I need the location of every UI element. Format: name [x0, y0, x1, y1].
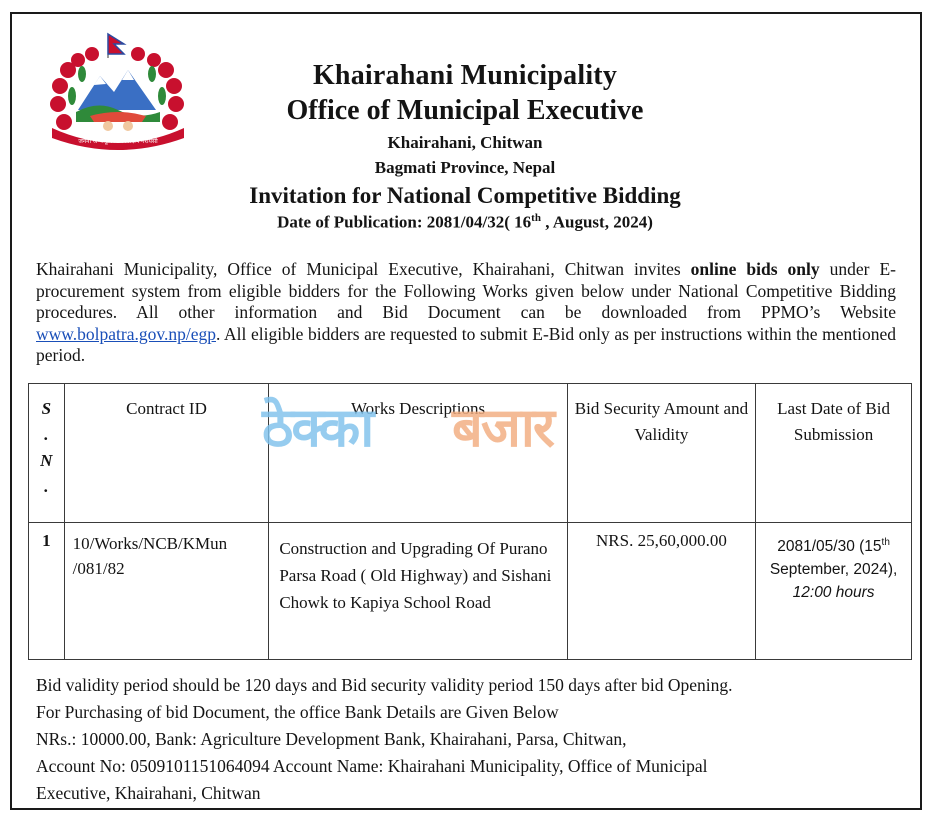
row-sn: 1 — [29, 523, 65, 660]
bank-fee-line: NRs.: 10000.00, Bank: Agriculture Development Bank, Khairahani, Parsa, Chitwan, — [36, 729, 627, 749]
bid-security-header: Bid Security Amount and Validity — [567, 384, 755, 523]
province: Bagmati Province, Nepal — [374, 158, 556, 177]
municipality-name: Khairahani Municipality — [312, 60, 618, 91]
works-description-header: Works Descriptions — [269, 384, 567, 523]
row-last-date: 2081/05/30 (15th September, 2024), 12:00 hours — [756, 523, 912, 660]
office-name: Office of Municipal Executive — [286, 95, 644, 126]
sn-header: S . N . — [29, 384, 65, 523]
footer-notes — [36, 672, 896, 807]
row-contract-id: 10/Works/NCB/KMun /081/82 — [64, 523, 269, 660]
emblem-motto: जननी जन्मभूमिश्च स्वर्गादपि गरीयसी — [78, 138, 158, 145]
online-bids-only: online bids only — [690, 259, 820, 279]
table-header-row — [29, 384, 912, 523]
notice-title: Invitation for National Competitive Bidding — [249, 183, 681, 208]
bolpatra-link[interactable]: www.bolpatra.gov.np/egp — [36, 323, 216, 344]
table-row — [29, 523, 912, 660]
watermark-part2: बजार — [452, 396, 553, 459]
contract-id-header: Contract ID — [64, 384, 269, 523]
account-line: Account No: 0509101151064094 Account Name: Khairahani Municipality, Office of Municipal — [36, 756, 708, 776]
office-location: Khairahani, Chitwan — [387, 133, 543, 152]
bank-details-note: For Purchasing of bid Document, the office Bank Details are Given Below — [36, 702, 559, 722]
last-date-header: Last Date of Bid Submission — [756, 384, 912, 523]
intro-paragraph: Khairahani Municipality, Office of Municipal Executive, Khairahani, Chitwan invites online bids only under E-procurement system from eligible bidders for the Following Works given below under National Competitive Bidding procedures. All other information and Bid Document can be downloaded from PPMO’s Website www.bolpatra.gov.np/egp. All eligible bidders are requested to submit E-Bid only as per instructions within the mentioned period. — [36, 259, 896, 365]
watermark-part1: ठेक्का — [262, 396, 373, 459]
row-works-description: Construction and Upgrading Of Purano Parsa Road ( Old Highway) and Sishani Chowk to Kapiya School Road — [269, 523, 567, 660]
publication-date: Date of Publication: 2081/04/32( 16th , August, 2024) — [277, 212, 653, 232]
bid-table — [28, 383, 912, 660]
row-bid-security: NRS. 25,60,000.00 — [567, 523, 755, 660]
account-name-line: Executive, Khairahani, Chitwan — [36, 783, 261, 803]
nepal-emblem-icon — [38, 30, 198, 155]
bid-validity-note: Bid validity period should be 120 days and Bid security validity period 150 days after bid Opening. — [36, 675, 733, 695]
